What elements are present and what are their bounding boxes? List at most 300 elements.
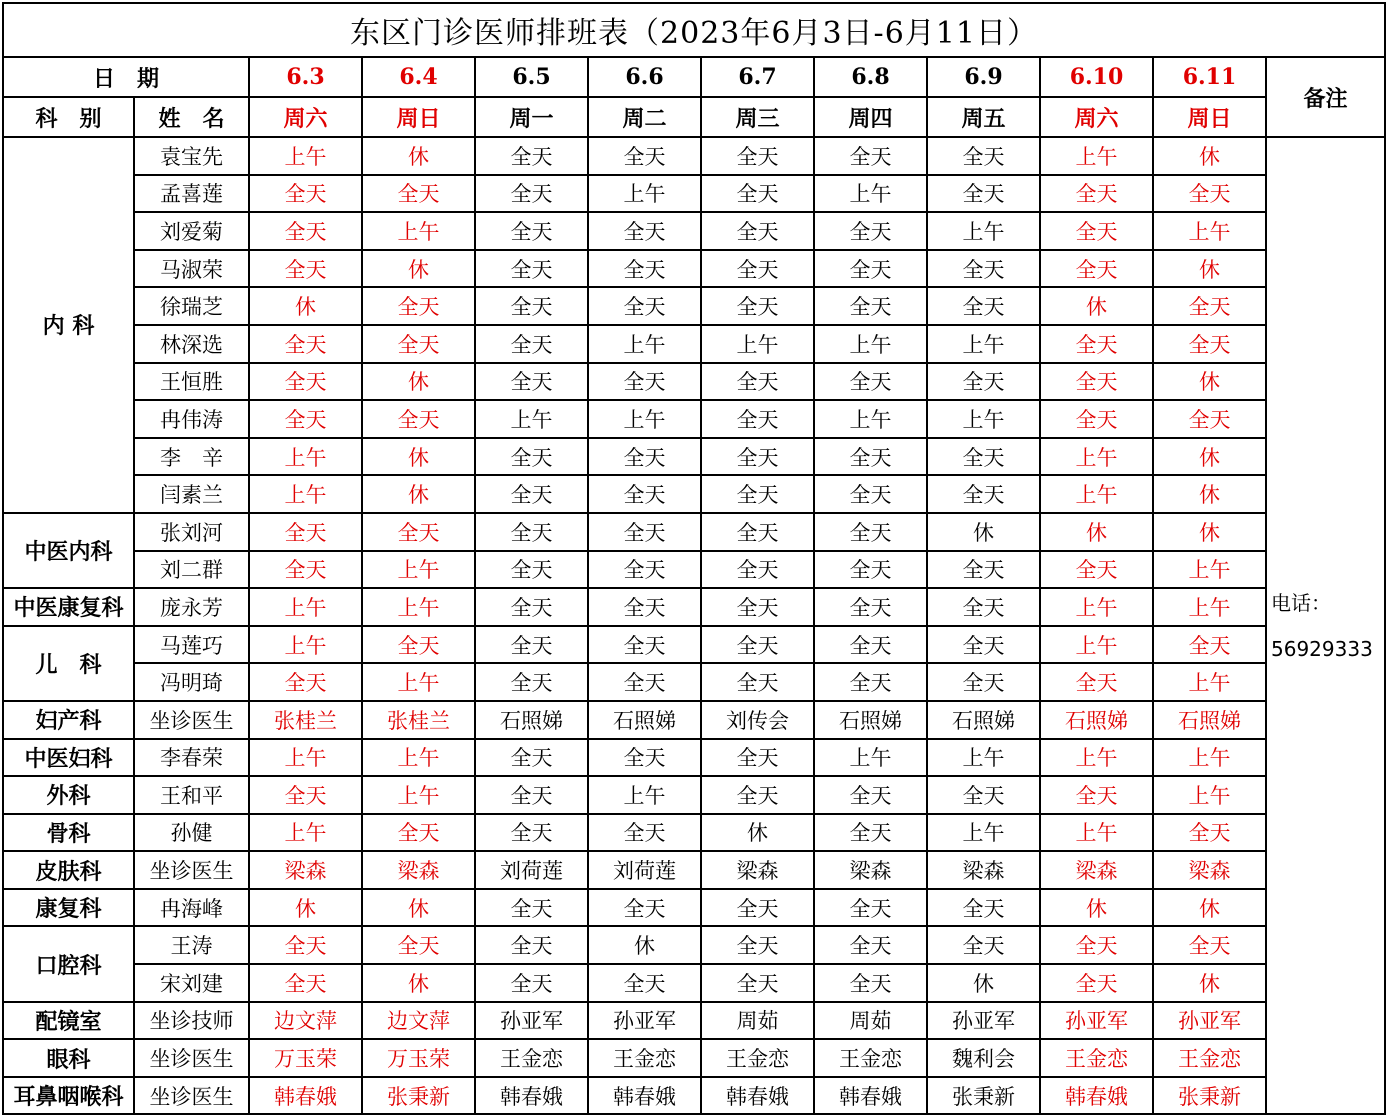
dept-cell: 配镜室 [3, 1002, 134, 1040]
shift-cell: 上午 [362, 551, 475, 589]
shift-cell: 韩春娥 [814, 1077, 927, 1115]
name-header-label: 姓 名 [134, 97, 249, 137]
shift-cell: 全天 [475, 475, 588, 513]
shift-cell: 全天 [701, 175, 814, 213]
shift-cell: 全天 [1153, 400, 1266, 438]
shift-cell: 休 [362, 889, 475, 927]
dept-cell: 耳鼻咽喉科 [3, 1077, 134, 1115]
shift-cell: 休 [362, 363, 475, 401]
shift-cell: 全天 [701, 400, 814, 438]
shift-cell: 上午 [249, 588, 362, 626]
shift-cell: 休 [1153, 137, 1266, 175]
table-row [3, 513, 1385, 551]
shift-cell: 全天 [701, 212, 814, 250]
dept-cell: 儿 科 [3, 626, 134, 701]
shift-cell: 全天 [927, 287, 1040, 325]
table-row [3, 325, 1385, 363]
shift-cell: 全天 [249, 212, 362, 250]
shift-cell: 全天 [1153, 626, 1266, 664]
shift-cell: 上午 [475, 400, 588, 438]
doctor-name-cell: 王和平 [134, 776, 249, 814]
shift-cell: 石照娣 [588, 701, 701, 739]
shift-cell: 孙亚军 [1040, 1002, 1153, 1040]
shift-cell: 石照娣 [1153, 701, 1266, 739]
weekday-header-cell: 周三 [701, 97, 814, 137]
shift-cell: 张秉新 [362, 1077, 475, 1115]
shift-cell: 万玉荣 [249, 1039, 362, 1077]
shift-cell: 上午 [588, 325, 701, 363]
doctor-name-cell: 坐诊医生 [134, 851, 249, 889]
doctor-name-cell: 张刘河 [134, 513, 249, 551]
doctor-name-cell: 冉海峰 [134, 889, 249, 927]
date-header-cell: 6.9 [927, 57, 1040, 97]
table-row [3, 739, 1385, 777]
shift-cell: 上午 [249, 475, 362, 513]
shift-cell: 韩春娥 [1040, 1077, 1153, 1115]
shift-cell: 上午 [249, 137, 362, 175]
weekday-header-cell: 周二 [588, 97, 701, 137]
shift-cell: 全天 [701, 739, 814, 777]
shift-cell: 全天 [475, 663, 588, 701]
doctor-name-cell: 王涛 [134, 926, 249, 964]
shift-cell: 石照娣 [927, 701, 1040, 739]
shift-cell: 上午 [362, 212, 475, 250]
shift-cell: 全天 [1153, 175, 1266, 213]
shift-cell: 上午 [927, 739, 1040, 777]
shift-cell: 全天 [588, 588, 701, 626]
shift-cell: 全天 [249, 551, 362, 589]
shift-cell: 休 [362, 964, 475, 1002]
shift-cell: 全天 [588, 626, 701, 664]
shift-cell: 全天 [588, 363, 701, 401]
doctor-name-cell: 刘二群 [134, 551, 249, 589]
shift-cell: 休 [1153, 964, 1266, 1002]
shift-cell: 休 [588, 926, 701, 964]
table-row [3, 1039, 1385, 1077]
doctor-name-cell: 徐瑞芝 [134, 287, 249, 325]
shift-cell: 上午 [1153, 588, 1266, 626]
shift-cell: 休 [927, 513, 1040, 551]
doctor-name-cell: 孙健 [134, 814, 249, 852]
shift-cell: 上午 [814, 175, 927, 213]
shift-cell: 全天 [588, 250, 701, 288]
date-header-cell: 6.11 [1153, 57, 1266, 97]
shift-cell: 全天 [475, 814, 588, 852]
doctor-name-cell: 坐诊医生 [134, 1039, 249, 1077]
schedule-table [2, 2, 1386, 1115]
date-header-cell: 6.3 [249, 57, 362, 97]
shift-cell: 全天 [701, 889, 814, 927]
shift-cell: 全天 [475, 588, 588, 626]
shift-cell: 全天 [588, 513, 701, 551]
phone-number: 56929333 [1271, 636, 1373, 661]
shift-cell: 全天 [701, 964, 814, 1002]
doctor-name-cell: 坐诊技师 [134, 1002, 249, 1040]
shift-cell: 全天 [927, 776, 1040, 814]
shift-cell: 全天 [588, 814, 701, 852]
dept-cell: 眼科 [3, 1039, 134, 1077]
shift-cell: 全天 [475, 513, 588, 551]
shift-cell: 梁森 [701, 851, 814, 889]
shift-cell: 边文萍 [249, 1002, 362, 1040]
shift-cell: 全天 [588, 475, 701, 513]
shift-cell: 休 [362, 137, 475, 175]
weekday-header-cell: 周六 [1040, 97, 1153, 137]
shift-cell: 全天 [701, 137, 814, 175]
shift-cell: 全天 [1153, 287, 1266, 325]
shift-cell: 全天 [701, 663, 814, 701]
dept-cell: 口腔科 [3, 926, 134, 1001]
shift-cell: 上午 [362, 663, 475, 701]
table-row [3, 814, 1385, 852]
doctor-name-cell: 孟喜莲 [134, 175, 249, 213]
shift-cell: 全天 [927, 663, 1040, 701]
shift-cell: 休 [1153, 438, 1266, 476]
shift-cell: 全天 [814, 363, 927, 401]
weekday-header-cell: 周五 [927, 97, 1040, 137]
shift-cell: 王金恋 [588, 1039, 701, 1077]
table-row [3, 212, 1385, 250]
shift-cell: 全天 [701, 363, 814, 401]
shift-cell: 全天 [588, 551, 701, 589]
shift-cell: 休 [1040, 513, 1153, 551]
shift-cell: 全天 [475, 325, 588, 363]
shift-cell: 上午 [1040, 739, 1153, 777]
shift-cell: 全天 [814, 964, 927, 1002]
shift-cell: 韩春娥 [588, 1077, 701, 1115]
table-row [3, 175, 1385, 213]
shift-cell: 全天 [475, 776, 588, 814]
shift-cell: 全天 [814, 438, 927, 476]
shift-cell: 王金恋 [475, 1039, 588, 1077]
shift-cell: 全天 [588, 964, 701, 1002]
shift-cell: 全天 [814, 626, 927, 664]
shift-cell: 全天 [475, 287, 588, 325]
shift-cell: 全天 [1040, 400, 1153, 438]
doctor-name-cell: 冯明琦 [134, 663, 249, 701]
date-header-cell: 6.6 [588, 57, 701, 97]
shift-cell: 全天 [249, 363, 362, 401]
shift-cell: 全天 [475, 212, 588, 250]
shift-cell: 梁森 [814, 851, 927, 889]
shift-cell: 上午 [1153, 663, 1266, 701]
table-row [3, 438, 1385, 476]
table-row [3, 851, 1385, 889]
doctor-name-cell: 王恒胜 [134, 363, 249, 401]
shift-cell: 全天 [814, 889, 927, 927]
shift-cell: 全天 [927, 551, 1040, 589]
shift-cell: 全天 [249, 964, 362, 1002]
shift-cell: 上午 [249, 438, 362, 476]
shift-cell: 休 [1040, 889, 1153, 927]
shift-cell: 全天 [475, 363, 588, 401]
shift-cell: 全天 [475, 175, 588, 213]
shift-cell: 全天 [814, 513, 927, 551]
shift-cell: 全天 [927, 137, 1040, 175]
weekday-header-cell: 周日 [362, 97, 475, 137]
shift-cell: 刘荷莲 [475, 851, 588, 889]
doctor-name-cell: 李 辛 [134, 438, 249, 476]
dept-cell: 中医康复科 [3, 588, 134, 626]
dept-cell: 骨科 [3, 814, 134, 852]
shift-cell: 上午 [1153, 551, 1266, 589]
shift-cell: 全天 [249, 325, 362, 363]
doctor-name-cell: 袁宝先 [134, 137, 249, 175]
shift-cell: 全天 [701, 588, 814, 626]
shift-cell: 孙亚军 [1153, 1002, 1266, 1040]
shift-cell: 上午 [1040, 475, 1153, 513]
doctor-name-cell: 坐诊医生 [134, 701, 249, 739]
doctor-name-cell: 冉伟涛 [134, 400, 249, 438]
table-row [3, 1002, 1385, 1040]
shift-cell: 全天 [814, 551, 927, 589]
shift-cell: 全天 [362, 926, 475, 964]
shift-cell: 韩春娥 [701, 1077, 814, 1115]
dept-cell: 康复科 [3, 889, 134, 927]
shift-cell: 休 [927, 964, 1040, 1002]
shift-cell: 全天 [1040, 363, 1153, 401]
dept-cell: 内 科 [3, 137, 134, 513]
shift-cell: 全天 [588, 137, 701, 175]
shift-cell: 全天 [814, 287, 927, 325]
shift-cell: 休 [1153, 513, 1266, 551]
shift-cell: 张桂兰 [362, 701, 475, 739]
shift-cell: 全天 [701, 776, 814, 814]
shift-cell: 全天 [249, 175, 362, 213]
table-row [3, 137, 1385, 175]
shift-cell: 边文萍 [362, 1002, 475, 1040]
shift-cell: 全天 [475, 889, 588, 927]
dept-cell: 妇产科 [3, 701, 134, 739]
shift-cell: 全天 [588, 438, 701, 476]
shift-cell: 孙亚军 [475, 1002, 588, 1040]
shift-cell: 全天 [814, 663, 927, 701]
table-row [3, 475, 1385, 513]
table-row [3, 250, 1385, 288]
shift-cell: 全天 [362, 626, 475, 664]
doctor-name-cell: 庞永芳 [134, 588, 249, 626]
shift-cell: 上午 [249, 626, 362, 664]
shift-cell: 全天 [249, 776, 362, 814]
shift-cell: 刘荷莲 [588, 851, 701, 889]
shift-cell: 王金恋 [814, 1039, 927, 1077]
shift-cell: 休 [1040, 287, 1153, 325]
table-row [3, 889, 1385, 927]
weekday-header-cell: 周日 [1153, 97, 1266, 137]
shift-cell: 全天 [1040, 212, 1153, 250]
date-header-cell: 6.8 [814, 57, 927, 97]
shift-cell: 魏利会 [927, 1039, 1040, 1077]
shift-cell: 上午 [1153, 212, 1266, 250]
shift-cell: 梁森 [362, 851, 475, 889]
shift-cell: 全天 [1040, 663, 1153, 701]
shift-cell: 全天 [927, 926, 1040, 964]
shift-cell: 张桂兰 [249, 701, 362, 739]
weekday-header-cell: 周一 [475, 97, 588, 137]
table-row [3, 926, 1385, 964]
shift-cell: 上午 [1040, 626, 1153, 664]
date-header-cell: 6.5 [475, 57, 588, 97]
shift-cell: 梁森 [1040, 851, 1153, 889]
shift-cell: 全天 [927, 475, 1040, 513]
shift-cell: 全天 [1153, 325, 1266, 363]
shift-cell: 全天 [475, 438, 588, 476]
shift-cell: 全天 [249, 663, 362, 701]
shift-cell: 休 [701, 814, 814, 852]
shift-cell: 上午 [249, 739, 362, 777]
shift-cell: 上午 [1040, 588, 1153, 626]
table-row [3, 588, 1385, 626]
shift-cell: 上午 [814, 400, 927, 438]
shift-cell: 周茹 [701, 1002, 814, 1040]
shift-cell: 全天 [701, 926, 814, 964]
shift-cell: 全天 [588, 287, 701, 325]
shift-cell: 全天 [588, 663, 701, 701]
shift-cell: 上午 [927, 212, 1040, 250]
shift-cell: 全天 [927, 250, 1040, 288]
shift-cell: 休 [1153, 250, 1266, 288]
shift-cell: 休 [249, 889, 362, 927]
shift-cell: 全天 [475, 926, 588, 964]
shift-cell: 全天 [475, 250, 588, 288]
shift-cell: 上午 [1153, 739, 1266, 777]
shift-cell: 韩春娥 [475, 1077, 588, 1115]
shift-cell: 全天 [927, 175, 1040, 213]
shift-cell: 上午 [814, 739, 927, 777]
doctor-name-cell: 李春荣 [134, 739, 249, 777]
shift-cell: 全天 [362, 287, 475, 325]
shift-cell: 全天 [249, 926, 362, 964]
shift-cell: 全天 [701, 513, 814, 551]
shift-cell: 上午 [362, 739, 475, 777]
shift-cell: 石照娣 [1040, 701, 1153, 739]
remarks-cell [1266, 137, 1385, 1114]
shift-cell: 全天 [814, 814, 927, 852]
shift-cell: 上午 [1040, 438, 1153, 476]
shift-cell: 全天 [1040, 964, 1153, 1002]
shift-cell: 全天 [1153, 814, 1266, 852]
shift-cell: 全天 [362, 814, 475, 852]
shift-cell: 孙亚军 [927, 1002, 1040, 1040]
shift-cell: 上午 [814, 325, 927, 363]
doctor-name-cell: 坐诊医生 [134, 1077, 249, 1115]
shift-cell: 上午 [362, 776, 475, 814]
shift-cell: 全天 [1040, 551, 1153, 589]
shift-cell: 全天 [1040, 250, 1153, 288]
shift-cell: 全天 [1040, 175, 1153, 213]
shift-cell: 全天 [927, 363, 1040, 401]
shift-cell: 全天 [588, 889, 701, 927]
shift-cell: 万玉荣 [362, 1039, 475, 1077]
shift-cell: 上午 [588, 776, 701, 814]
table-row [3, 776, 1385, 814]
shift-cell: 休 [362, 250, 475, 288]
shift-cell: 全天 [475, 137, 588, 175]
shift-cell: 全天 [814, 588, 927, 626]
shift-cell: 梁森 [1153, 851, 1266, 889]
shift-cell: 上午 [1040, 814, 1153, 852]
shift-cell: 全天 [814, 475, 927, 513]
shift-cell: 梁森 [927, 851, 1040, 889]
doctor-name-cell: 马淑荣 [134, 250, 249, 288]
shift-cell: 全天 [701, 475, 814, 513]
shift-cell: 全天 [701, 287, 814, 325]
shift-cell: 上午 [362, 588, 475, 626]
dept-header-label: 科 别 [3, 97, 134, 137]
shift-cell: 全天 [1040, 926, 1153, 964]
shift-cell: 全天 [927, 438, 1040, 476]
table-row [3, 701, 1385, 739]
table-row [3, 551, 1385, 589]
doctor-name-cell: 马莲巧 [134, 626, 249, 664]
shift-cell: 全天 [814, 250, 927, 288]
shift-cell: 全天 [362, 175, 475, 213]
shift-cell: 刘传会 [701, 701, 814, 739]
dept-cell: 皮肤科 [3, 851, 134, 889]
shift-cell: 全天 [701, 626, 814, 664]
shift-cell: 全天 [249, 513, 362, 551]
shift-cell: 韩春娥 [249, 1077, 362, 1115]
shift-cell: 全天 [588, 212, 701, 250]
shift-cell: 全天 [249, 250, 362, 288]
shift-cell: 全天 [701, 551, 814, 589]
weekday-header-cell: 周六 [249, 97, 362, 137]
shift-cell: 全天 [475, 626, 588, 664]
shift-cell: 休 [249, 287, 362, 325]
shift-cell: 休 [362, 475, 475, 513]
date-header-cell: 6.10 [1040, 57, 1153, 97]
table-row [3, 626, 1385, 664]
shift-cell: 王金恋 [701, 1039, 814, 1077]
shift-cell: 王金恋 [1153, 1039, 1266, 1077]
shift-cell: 上午 [588, 175, 701, 213]
weekday-header-cell: 周四 [814, 97, 927, 137]
shift-cell: 全天 [475, 551, 588, 589]
shift-cell: 休 [1153, 363, 1266, 401]
table-row [3, 363, 1385, 401]
date-header-label: 日 期 [3, 57, 249, 97]
shift-cell: 全天 [814, 212, 927, 250]
shift-cell: 全天 [1153, 926, 1266, 964]
doctor-name-cell: 刘爱菊 [134, 212, 249, 250]
shift-cell: 全天 [362, 325, 475, 363]
shift-cell: 梁森 [249, 851, 362, 889]
shift-cell: 周茹 [814, 1002, 927, 1040]
shift-cell: 张秉新 [927, 1077, 1040, 1115]
shift-cell: 王金恋 [1040, 1039, 1153, 1077]
shift-cell: 上午 [1153, 776, 1266, 814]
shift-cell: 全天 [475, 964, 588, 1002]
date-header-cell: 6.4 [362, 57, 475, 97]
shift-cell: 孙亚军 [588, 1002, 701, 1040]
shift-cell: 上午 [588, 400, 701, 438]
shift-cell: 全天 [362, 513, 475, 551]
table-row [3, 964, 1385, 1002]
shift-cell: 上午 [927, 814, 1040, 852]
table-row [3, 287, 1385, 325]
table-row [3, 400, 1385, 438]
shift-cell: 全天 [814, 776, 927, 814]
shift-cell: 上午 [1040, 137, 1153, 175]
date-header-cell: 6.7 [701, 57, 814, 97]
phone-label: 电话： [1271, 590, 1331, 615]
dept-cell: 中医内科 [3, 513, 134, 588]
shift-cell: 全天 [588, 739, 701, 777]
doctor-name-cell: 林深选 [134, 325, 249, 363]
shift-cell: 休 [1153, 475, 1266, 513]
shift-cell: 休 [362, 438, 475, 476]
shift-cell: 张秉新 [1153, 1077, 1266, 1115]
